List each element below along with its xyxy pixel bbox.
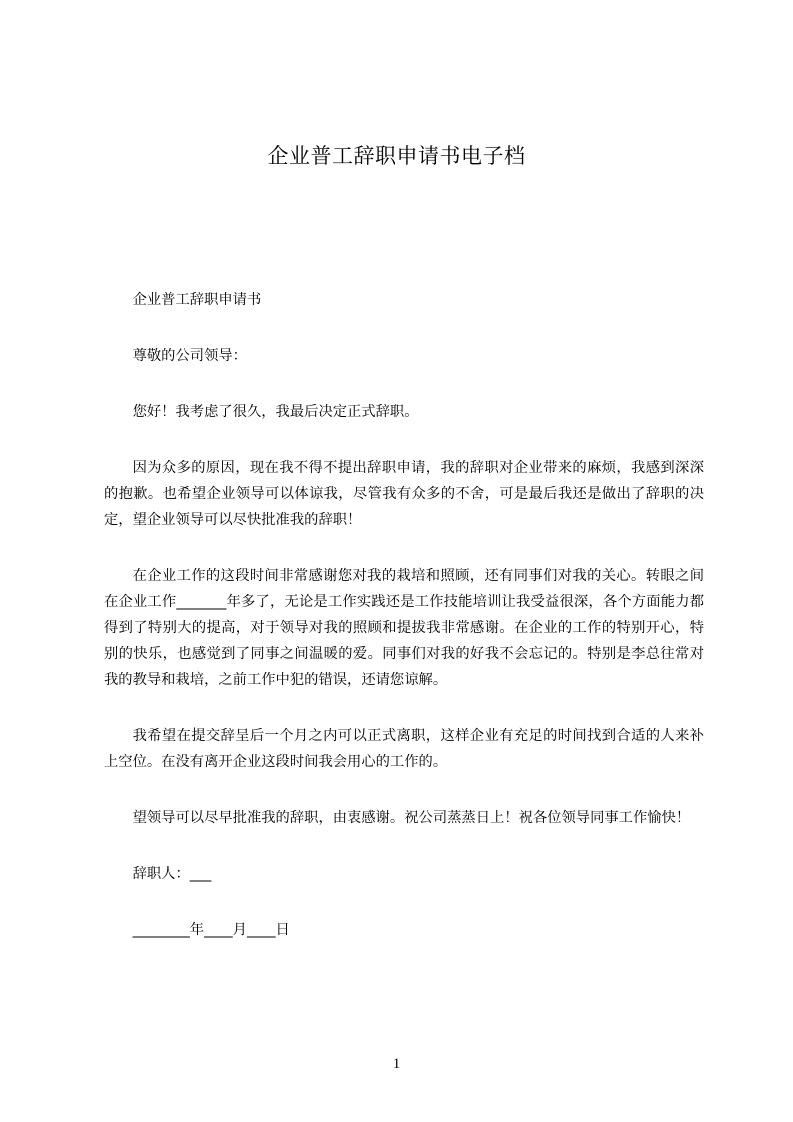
document-title: 企业普工辞职申请书电子档 xyxy=(267,144,526,168)
document-body xyxy=(104,287,704,973)
paragraph-reason: 因为众多的原因，现在我不得不提出辞职申请，我的辞职对企业带来的麻烦，我感到深深的抱歉。也希望企业领导可以体谅我，尽管我有众多的不舍，可是最后我还是做出了辞职的决定，望企业领导可以尽快批准我的辞职！ xyxy=(104,460,704,528)
paragraph-closing: 望领导可以尽早批准我的辞职，由衷感谢。祝公司蒸蒸日上！祝各位领导同事工作愉快！ xyxy=(132,810,691,826)
paragraph-greeting: 您好！我考虑了很久，我最后决定正式辞职。 xyxy=(132,404,419,420)
signature-line: 辞职人：___ xyxy=(132,866,212,882)
salutation: 尊敬的公司领导： xyxy=(132,348,247,364)
date-line: ________年____月____日 xyxy=(132,922,290,938)
letter-heading: 企业普工辞职申请书 xyxy=(132,292,262,308)
paragraph-gratitude: 在企业工作的这段时间非常感谢您对我的栽培和照顾，还有同事们对我的关心。转眼之间在企业工作_______年多了，无论是工作实践还是工作技能培训让我受益很深，各个方面能力都得到了特别大的提高，对于领导对我的照顾和提拔我非常感谢。在企业的工作的特别开心，特别的快乐，也感觉到了同事之间温暖的爱。同事们对我的好我不会忘记的。特别是李总往常对我的教导和栽培，之前工作中犯的错误，还请您谅解。 xyxy=(104,568,704,688)
paragraph-timeline: 我希望在提交辞呈后一个月之内可以正式离职，这样企业有充足的时间找到合适的人来补上空位。在没有离开企业这段时间我会用心的工作的。 xyxy=(104,728,704,770)
page-number: 1 xyxy=(392,1056,401,1072)
